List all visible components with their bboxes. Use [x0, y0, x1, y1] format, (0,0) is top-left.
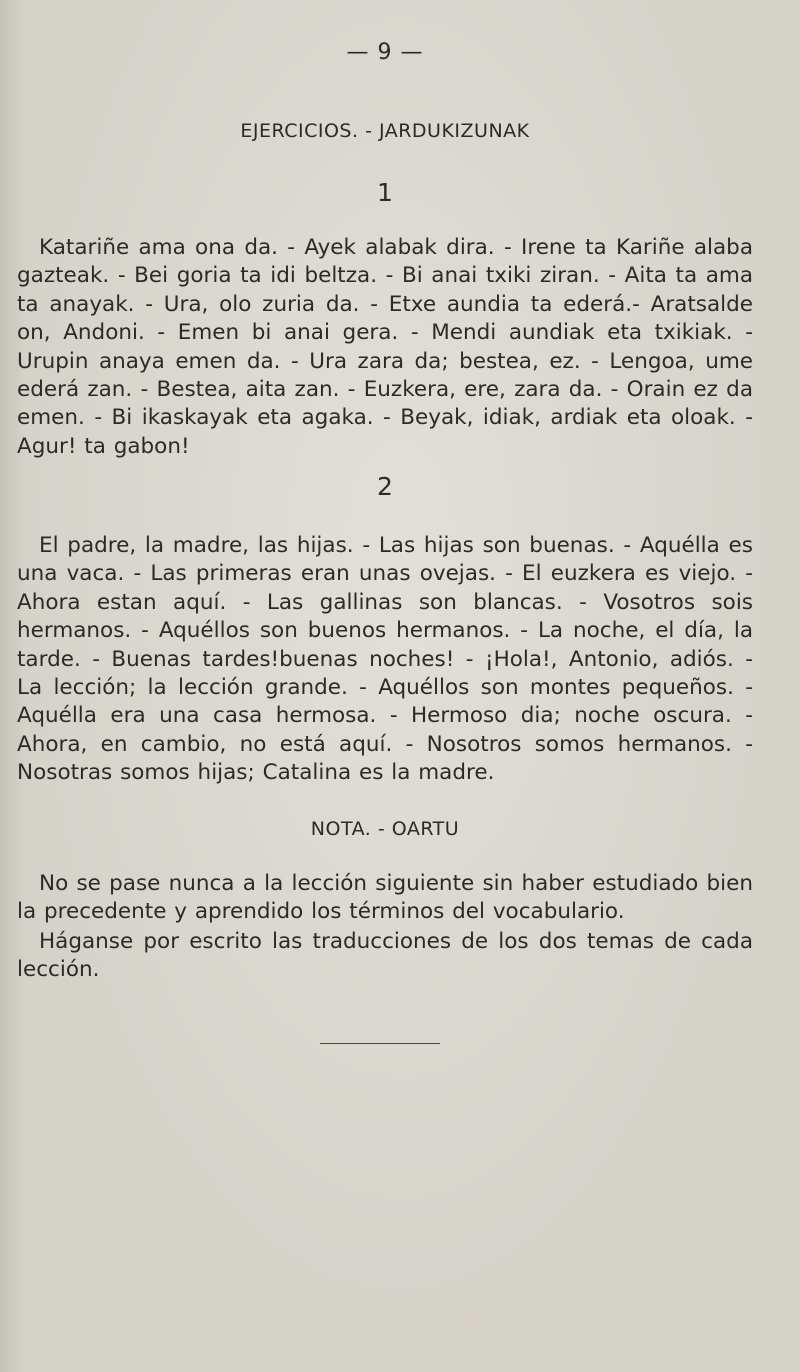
exercise-1-number: 1: [377, 178, 393, 207]
exercise-2-text: El padre, la madre, las hijas. - Las hijas son buenas. - Aquélla es una vaca. - Las primeras eran unas ovejas. - El euzkera es viejo. - Ahora estan aquí. - Las gallinas son blancas. - Vosotros sois hermanos. - Aquéllos son buenos hermanos. - La noche, el día, la tarde. - Buenas tardes!buenas noches! - ¡Hola!, Antonio, adiós. - La lección; la lección grande. - Aquéllos son montes pequeños. - Aquélla era una casa hermosa. - Hermoso dia; noche oscura. - Ahora, en cambio, no está aquí. - Nosotros somos hermanos. - Nosotras somos hijas; Catalina es la madre.: [17, 533, 753, 786]
exercises-heading: EJERCICIOS. - JARDUKIZUNAK: [240, 120, 530, 142]
exercise-1-text: Katariñe ama ona da. - Ayek alabak dira. - Irene ta Kariñe alaba gazteak. - Bei goria ta idi beltza. - Bi anai txiki ziran. - Aita ta ama ta anayak. - Ura, olo zuria da. - Etxe aundia ta ederá.- Aratsalde on, Andoni. - Emen bi anai gera. - Mendi aundiak eta txikiak. - Urupin anaya emen da. - Ura zara da; bestea, ez. - Lengoa, ume ederá zan. - Bestea, aita zan. - Euzkera, ere, zara da. - Orain ez da emen. - Bi ikaskayak eta agaka. - Beyak, idiak, ardiak eta oloak. - Agur! ta gabon!: [17, 235, 753, 459]
closing-rule: [320, 1043, 440, 1044]
page-number: — 9 —: [346, 40, 424, 65]
note-paragraph-2: Háganse por escrito las traducciones de los dos temas de cada lección.: [17, 929, 753, 983]
exercise-2-number: 2: [377, 472, 393, 501]
note-heading: NOTA. - OARTU: [310, 818, 460, 840]
note-paragraph-1: No se pase nunca a la lección siguiente sin haber estudiado bien la precedente y aprendido los términos del vocabulario.: [17, 871, 753, 925]
